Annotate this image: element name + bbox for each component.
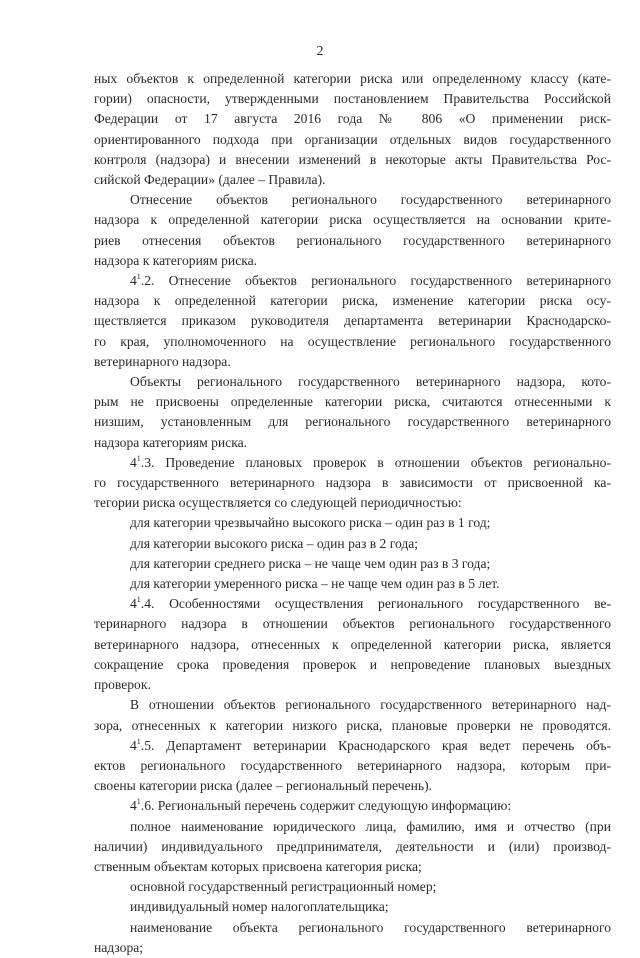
section-4-1-5 (94, 736, 611, 797)
paragraph-low-risk (94, 695, 611, 735)
list-item: для категории умеренного риска – не чаще чем один раз в 5 лет. (130, 576, 500, 592)
section-4-1-2 (94, 271, 611, 372)
text-line: ектов регионального государственного ветеринарного надзора, которым при- (94, 757, 611, 773)
text-line: проверок. (94, 677, 151, 693)
text-line: $4^1.3$. Проведение плановых проверок в отношении объектов регионально- (130, 453, 611, 470)
text-line: ориентированного подхода при организации отдельных видов государственного (94, 131, 611, 147)
text-line: рым не присвоены определенные категории риска, считаются отнесенными к (94, 394, 611, 410)
text-line: зора, отнесенных к категории низкого риска, плановые проверки не проводятся. (94, 717, 611, 733)
list-item: для категории среднего риска – не чаще чем один раз в 3 года; (130, 555, 491, 571)
text-line: Объекты регионального государственного ветеринарного надзора, кото- (130, 374, 611, 390)
paragraph-rules-reference (94, 69, 611, 190)
section-number: 4 (130, 596, 137, 612)
section-number: 4 (130, 798, 137, 814)
paragraph-unassigned-objects (94, 372, 611, 453)
text-line: контроля (надзора) и внесении изменений в некоторые акты Правительства Рос- (94, 151, 611, 167)
text-line: полное наименование юридического лица, фамилию, имя и отчество (при (130, 818, 611, 834)
list-item: основной государственный регистрационный номер; (130, 879, 437, 895)
paragraph-risk-criteria (94, 190, 611, 271)
text-line: ных объектов к определенной категории риска или определенному классу (кате- (94, 71, 611, 86)
section-number: 4 (130, 454, 137, 470)
text-line: В отношении объектов регионального государственного ветеринарного над- (130, 697, 611, 713)
text-line: $4^1.2$. Отнесение объектов регионального государственного ветеринарного (130, 272, 611, 289)
section-4-1-3 (94, 453, 611, 594)
text-line: риев отнесения объектов регионального государственного ветеринарного (94, 232, 611, 248)
text-line: надзора к определенной категории риска, изменение категории риска осу- (94, 293, 611, 309)
page-number: 2 (316, 44, 324, 59)
text-line: сокращение срока проведения проверок и непроведение плановых выездных (94, 656, 611, 672)
section-superscript: 1 (136, 272, 141, 282)
text-line: $4^1.5$. Департамент ветеринарии Краснодарского края ведет перечень объ- (130, 736, 611, 753)
text-line: низшим, установленным для регионального государственного ветеринарного (94, 414, 611, 430)
text-line: теринарного надзора в отношении объектов регионального государственного (94, 616, 611, 632)
text-line: тегории риска осуществляется со следующей периодичностью: (94, 495, 462, 511)
text-line: надзора к категориям риска. (94, 252, 258, 268)
text-line: надзора к определенной категории риска осуществляется на основании крите- (94, 212, 611, 228)
section-4-1-6 (94, 796, 611, 958)
text-line: ственным объектам которых присвоена категория риска; (94, 858, 422, 874)
text-line: своены категории риска (далее – региональный перечень). (94, 778, 433, 794)
text-line: ветеринарного надзора. (94, 353, 231, 369)
text-line: ществляется приказом руководителя департамента ветеринарии Краснодарско- (94, 313, 611, 329)
section-superscript: 1 (136, 797, 141, 807)
text-line: гории) опасности, утвержденными постановлением Правительства Российской (94, 91, 611, 107)
section-superscript: 1 (136, 453, 141, 463)
text-line: $4^1.4$. Особенностями осуществления регионального государственного ве- (130, 595, 611, 612)
section-4-1-4 (94, 594, 611, 695)
text-line: ветеринарного надзора, отнесенных к определенной категории риска, является (94, 636, 611, 652)
text-line: $4^1.6$. Региональный перечень содержит следующую информацию: (130, 797, 512, 814)
section-superscript: 1 (136, 736, 141, 746)
text-line: Федерации от 17 августа 2016 года № 806 «О применении риск- (94, 111, 611, 127)
text-line: сийской Федерации» (далее – Правила). (94, 172, 326, 188)
text-line: наличии) индивидуального предпринимателя, деятельности и (или) производ- (94, 838, 611, 854)
section-number: 4 (130, 273, 137, 289)
list-item: для категории высокого риска – один раз в 2 года; (130, 535, 419, 551)
section-superscript: 1 (136, 595, 141, 605)
section-number: 4 (130, 737, 137, 753)
text-line: го края, уполномоченного на осуществление регионального государственного (94, 333, 611, 349)
text-line: наименование объекта регионального государственного ветеринарного (130, 919, 611, 935)
text-line: надзора категориям риска. (94, 434, 248, 450)
text-line: Отнесение объектов регионального государственного ветеринарного (130, 192, 611, 208)
list-item: индивидуальный номер налогоплательщика; (130, 899, 389, 915)
list-item: для категории чрезвычайно высокого риска – один раз в 1 год; (130, 515, 491, 531)
text-line: го государственного ветеринарного надзора в зависимости от присвоенной ка- (94, 475, 611, 491)
text-line: надзора; (94, 939, 144, 955)
document-body (94, 69, 611, 958)
